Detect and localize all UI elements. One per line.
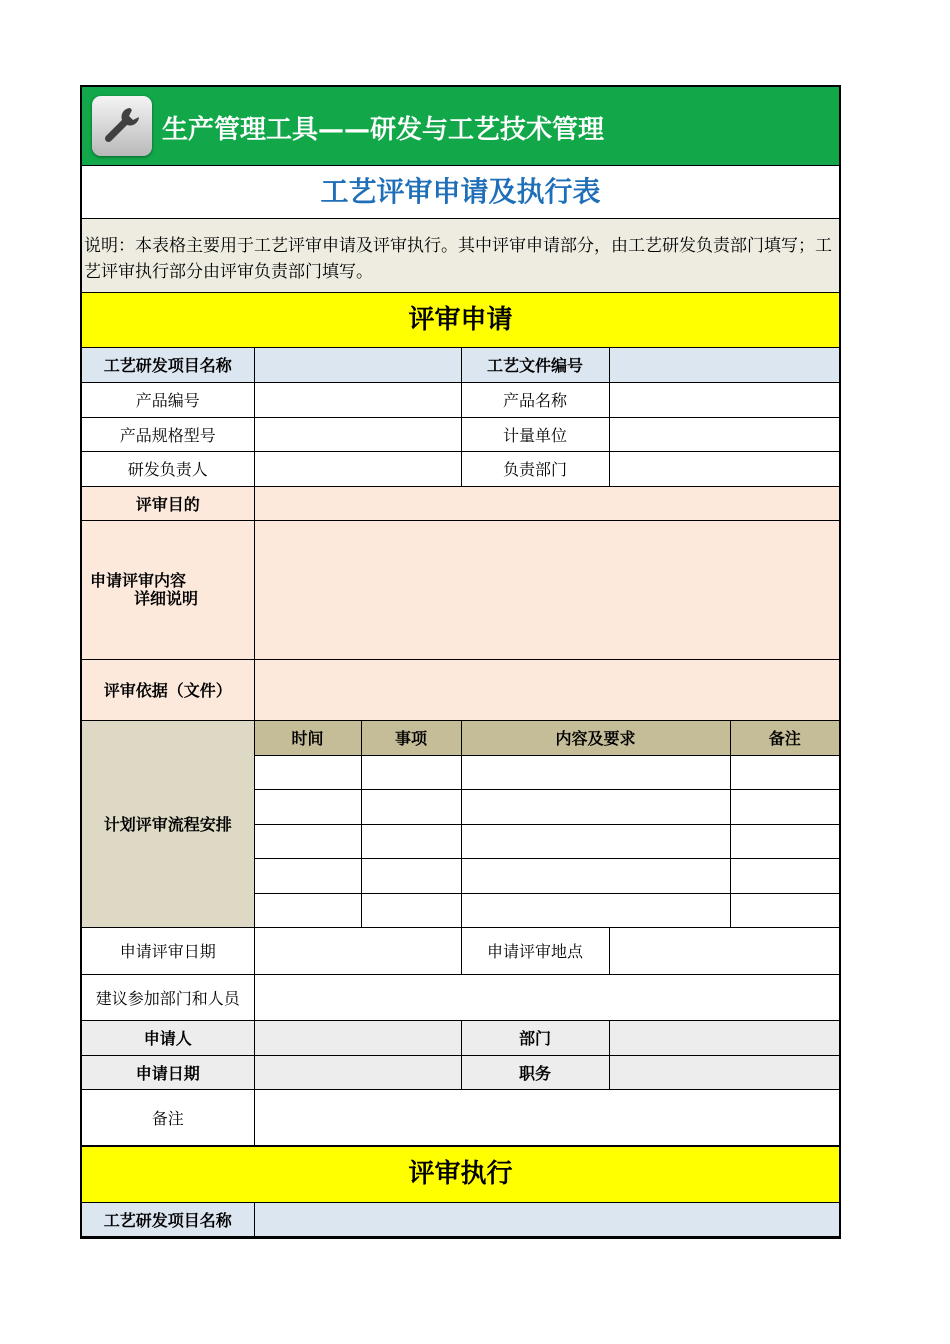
schedule-cell[interactable] (254, 858, 361, 893)
project-name-label: 工艺研发项目名称 (82, 348, 254, 382)
remark-input[interactable] (254, 1089, 839, 1145)
apply-location-input[interactable] (609, 927, 839, 974)
schedule-cell[interactable] (361, 789, 461, 824)
product-spec-label: 产品规格型号 (82, 417, 254, 451)
position-label: 职务 (461, 1055, 609, 1089)
request-date-input[interactable] (254, 1055, 461, 1089)
product-spec-input[interactable] (254, 417, 461, 451)
banner-title: 生产管理工具——研发与工艺技术管理 (162, 115, 605, 145)
product-name-label: 产品名称 (461, 382, 609, 417)
schedule-cell[interactable] (730, 893, 839, 927)
product-no-label: 产品编号 (82, 382, 254, 417)
schedule-cell[interactable] (461, 789, 730, 824)
schedule-cell[interactable] (254, 755, 361, 789)
schedule-cell[interactable] (254, 789, 361, 824)
product-no-input[interactable] (254, 382, 461, 417)
applicant-label: 申请人 (82, 1020, 254, 1055)
owner-dept-label: 负责部门 (461, 451, 609, 486)
content-input[interactable] (254, 520, 839, 659)
schedule-cell[interactable] (254, 824, 361, 858)
schedule-cell[interactable] (730, 789, 839, 824)
schedule-cell[interactable] (461, 858, 730, 893)
purpose-label: 评审目的 (82, 486, 254, 520)
purpose-input[interactable] (254, 486, 839, 520)
process-doc-no-input[interactable] (609, 348, 839, 382)
remark-label: 备注 (82, 1089, 254, 1145)
banner (82, 87, 839, 166)
schedule-cell[interactable] (361, 893, 461, 927)
form-sheet (80, 85, 841, 1239)
schedule-cell[interactable] (730, 824, 839, 858)
basis-input[interactable] (254, 659, 839, 720)
form-title: 工艺评审申请及执行表 (82, 166, 839, 219)
rd-owner-input[interactable] (254, 451, 461, 486)
instructions-note: 说明：本表格主要用于工艺评审申请及评审执行。其中评审申请部分，由工艺研发负责部门填写；工艺评审执行部分由评审负责部门填写。 (82, 219, 839, 293)
dept-label: 部门 (461, 1020, 609, 1055)
basis-label: 评审依据（文件） (82, 659, 254, 720)
execution-table (82, 1203, 839, 1238)
schedule-cell[interactable] (461, 893, 730, 927)
schedule-cell[interactable] (361, 755, 461, 789)
schedule-header-remark: 备注 (730, 720, 839, 755)
schedule-header-time: 时间 (254, 720, 361, 755)
apply-date-label: 申请评审日期 (82, 927, 254, 974)
schedule-cell[interactable] (730, 858, 839, 893)
schedule-header-content: 内容及要求 (461, 720, 730, 755)
owner-dept-input[interactable] (609, 451, 839, 486)
schedule-label: 计划评审流程安排 (82, 720, 254, 927)
content-label (82, 520, 254, 659)
schedule-cell[interactable] (254, 893, 361, 927)
execution-section-heading: 评审执行 (82, 1146, 839, 1203)
apply-location-label: 申请评审地点 (461, 927, 609, 974)
apply-date-input[interactable] (254, 927, 461, 974)
content-label-line2: 详细说明 (134, 588, 199, 608)
schedule-cell[interactable] (361, 824, 461, 858)
request-section-heading: 评审申请 (82, 293, 839, 348)
wrench-icon (92, 96, 152, 156)
schedule-header-item: 事项 (361, 720, 461, 755)
dept-input[interactable] (609, 1020, 839, 1055)
process-doc-no-label: 工艺文件编号 (461, 348, 609, 382)
content-label-line1: 申请评审内容 (90, 570, 187, 590)
schedule-cell[interactable] (361, 858, 461, 893)
unit-input[interactable] (609, 417, 839, 451)
schedule-cell[interactable] (461, 824, 730, 858)
request-table (82, 348, 839, 1146)
suggest-label: 建议参加部门和人员 (82, 974, 254, 1020)
schedule-cell[interactable] (461, 755, 730, 789)
suggest-input[interactable] (254, 974, 839, 1020)
project-name-input[interactable] (254, 348, 461, 382)
exec-project-name-label: 工艺研发项目名称 (82, 1203, 254, 1237)
rd-owner-label: 研发负责人 (82, 451, 254, 486)
exec-project-name-input[interactable] (254, 1203, 839, 1237)
unit-label: 计量单位 (461, 417, 609, 451)
position-input[interactable] (609, 1055, 839, 1089)
applicant-input[interactable] (254, 1020, 461, 1055)
product-name-input[interactable] (609, 382, 839, 417)
request-date-label: 申请日期 (82, 1055, 254, 1089)
schedule-cell[interactable] (730, 755, 839, 789)
